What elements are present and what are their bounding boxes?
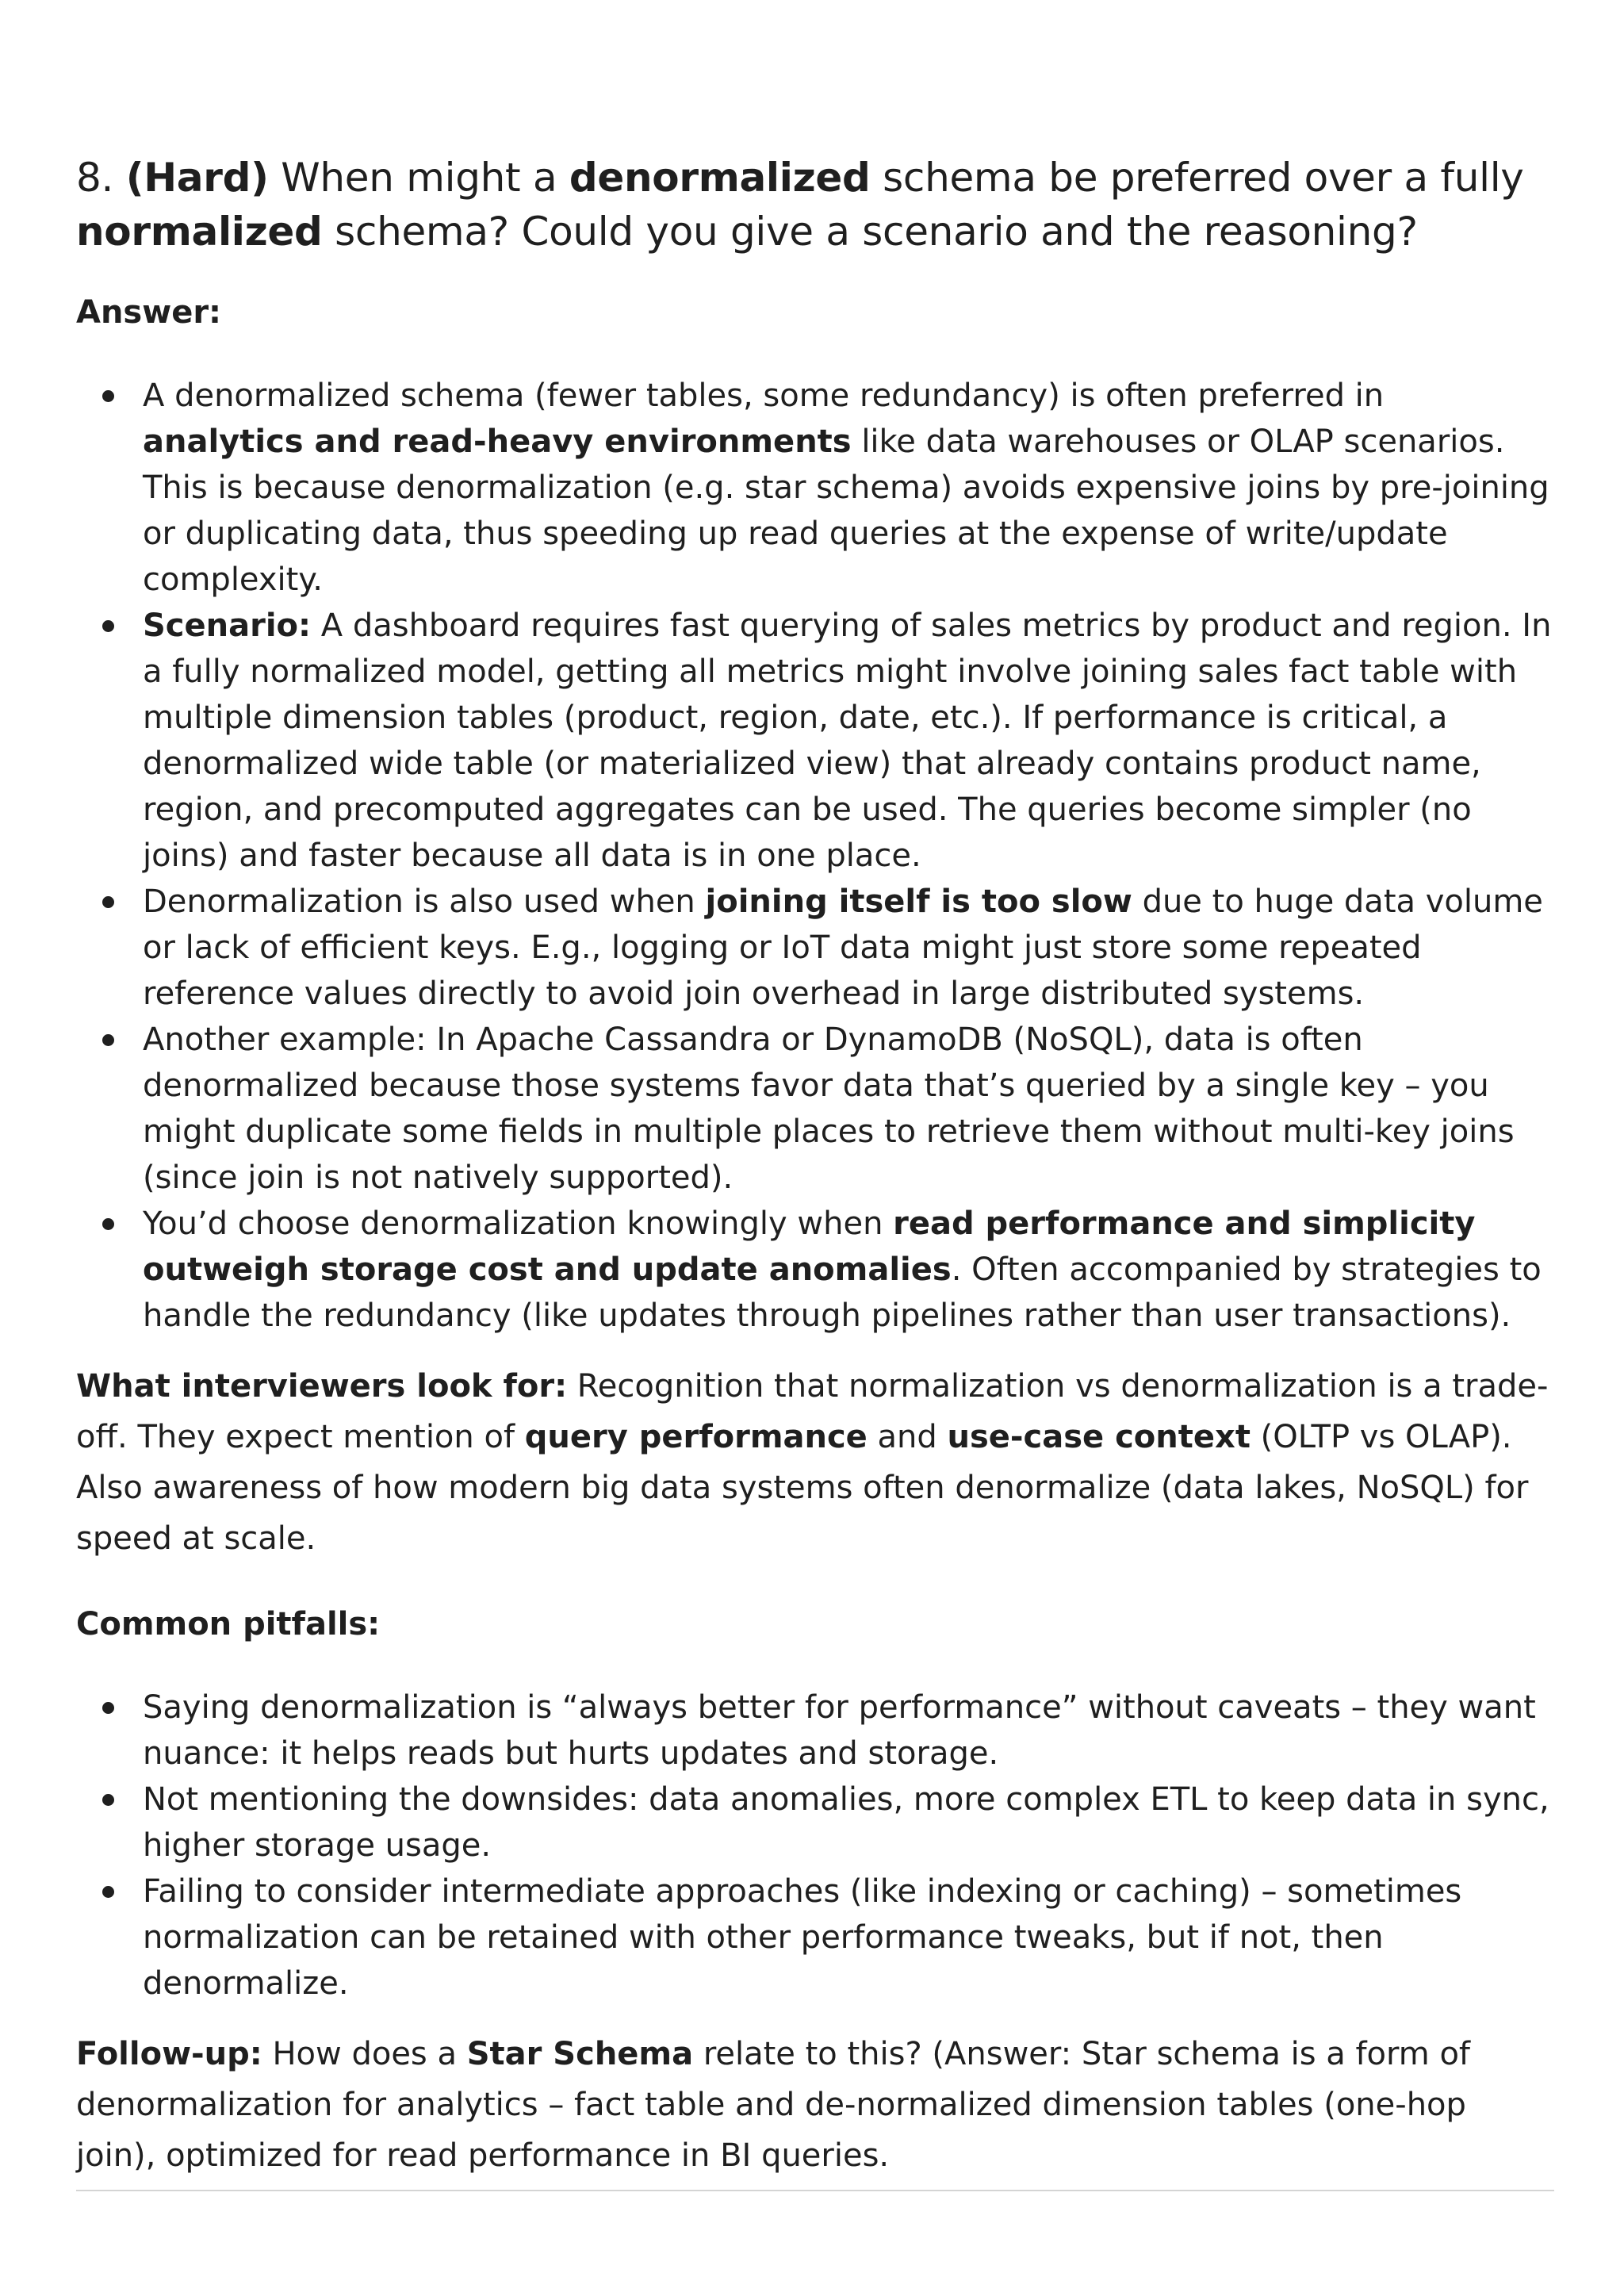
interviewers-paragraph bbox=[76, 1361, 1554, 1564]
followup-label: Follow-up: bbox=[76, 2036, 262, 2072]
pitfall-bullet: Failing to consider intermediate approaches (like indexing or caching) – sometimes normalization can be retained with other performance tweaks, but if not, then denormalize. bbox=[76, 1869, 1554, 2007]
question-text: schema? Could you give a scenario and the reasoning? bbox=[335, 209, 1418, 255]
bullet-text: Denormalization is also used when bbox=[143, 884, 695, 920]
bullet-bold: read performance and simplicity outweigh storage cost and update anomalies bbox=[143, 1205, 1476, 1288]
question-bold-term: denormalized bbox=[569, 155, 871, 201]
horizontal-divider bbox=[76, 2190, 1554, 2191]
bullet-text: . Often accompanied by strategies to handle the redundancy (like updates through pipelines rather than user transactions). bbox=[143, 1251, 1542, 1334]
answer-bullet bbox=[76, 879, 1554, 1017]
para-bold: use-case context bbox=[947, 1419, 1251, 1455]
followup-paragraph bbox=[76, 2029, 1554, 2181]
para-bold: query performance bbox=[524, 1419, 868, 1455]
answer-label: Answer: bbox=[76, 294, 222, 331]
para-text: How does a bbox=[272, 2036, 457, 2072]
question-text: schema be preferred over a fully bbox=[883, 155, 1524, 201]
para-text: and bbox=[877, 1419, 937, 1455]
pitfalls-label: Common pitfalls: bbox=[76, 1606, 381, 1642]
pitfall-bullet: Saying denormalization is “always better for performance” without caveats – they want nuance: it helps reads but hurts updates and storage. bbox=[76, 1685, 1554, 1777]
bullet-text: Another example: In Apache Cassandra or DynamoDB (NoSQL), data is often denormalized because those systems favor data that’s queried by a single key – you might duplicate some fields in multiple places to retrieve them without multi-key joins (since join is not natively supported). bbox=[143, 1022, 1515, 1196]
para-bold: Star Schema bbox=[466, 2036, 694, 2072]
bullet-text: like data warehouses or OLAP scenarios. This is because denormalization (e.g. star schema) avoids expensive joins by pre-joining or duplicating data, thus speeding up read queries at the expense of write/update complexity. bbox=[143, 424, 1549, 598]
bullet-text: A dashboard requires fast querying of sales metrics by product and region. In a fully normalized model, getting all metrics might involve joining sales fact table with multiple dimension tables (product, region, date, etc.). If performance is critical, a denormalized wide table (or materialized view) that already contains product name, region, and precomputed aggregates can be used. The queries become simpler (no joins) and faster because all data is in one place. bbox=[143, 608, 1552, 874]
para-text: (OLTP vs OLAP). Also awareness of how modern big data systems often denormalize (data lakes, NoSQL) for speed at scale. bbox=[76, 1419, 1529, 1557]
question-number: 8. bbox=[76, 155, 114, 201]
answer-bullet bbox=[76, 1017, 1554, 1201]
question-bold-term: normalized bbox=[76, 209, 323, 255]
para-text: Recognition that normalization vs denormalization is a trade-off. They expect mention of bbox=[76, 1368, 1549, 1455]
bullet-text: due to huge data volume or lack of efficient keys. E.g., logging or IoT data might just store some repeated reference values directly to avoid join overhead in large distributed systems. bbox=[143, 884, 1543, 1012]
bullet-bold: Scenario: bbox=[143, 608, 312, 644]
answer-bullet bbox=[76, 603, 1554, 879]
para-text: relate to this? (Answer: Star schema is a form of denormalization for analytics – fact table and de-normalized dimension tables (one-hop join), optimized for read performance in BI queries. bbox=[76, 2036, 1470, 2174]
answer-list bbox=[76, 373, 1554, 1339]
bullet-bold: analytics and read-heavy environments bbox=[143, 424, 852, 460]
bullet-bold: joining itself is too slow bbox=[705, 884, 1132, 920]
interviewers-label: What interviewers look for: bbox=[76, 1368, 568, 1405]
pitfall-bullet: Not mentioning the downsides: data anomalies, more complex ETL to keep data in sync, higher storage usage. bbox=[76, 1777, 1554, 1869]
difficulty-label: (Hard) bbox=[125, 155, 269, 201]
pitfalls-list bbox=[76, 1685, 1554, 2007]
question-text: When might a bbox=[281, 155, 557, 201]
answer-bullet bbox=[76, 373, 1554, 603]
bullet-text: You’d choose denormalization knowingly when bbox=[143, 1205, 883, 1242]
answer-bullet bbox=[76, 1201, 1554, 1339]
document-page bbox=[76, 151, 1554, 2219]
bullet-text: A denormalized schema (fewer tables, some redundancy) is often preferred in bbox=[143, 378, 1385, 414]
question-title bbox=[76, 151, 1554, 259]
